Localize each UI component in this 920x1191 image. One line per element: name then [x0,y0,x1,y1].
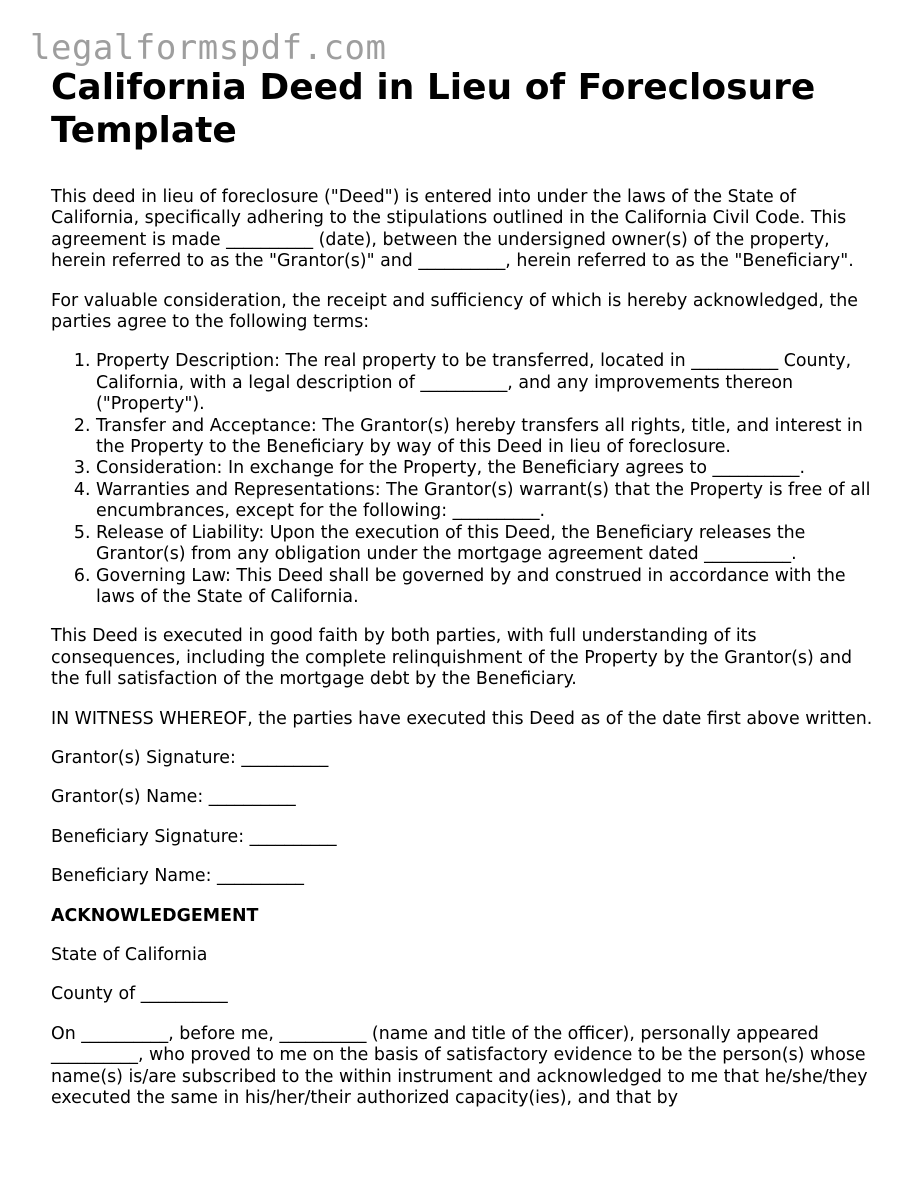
intro-paragraph: This deed in lieu of foreclosure ("Deed") is entered into under the laws of the State of California, specifically adhering to the stipulations outlined in the California Civil Code. This agreement is made __________ (date), between the undersigned owner(s) of the property, herein referred to as the "Grantor(s)" and __________, herein referred to as the "Beneficiary". [51,187,854,272]
good-faith-paragraph: This Deed is executed in good faith by both parties, with full understanding of its consequences, including the complete relinquishment of the Property by the Grantor(s) and the full satisfaction of the mortgage debt by the Beneficiary. [51,626,853,690]
beneficiary-signature-line: Beneficiary Signature: __________ [51,826,337,847]
term-item-warranties: 4. Warranties and Representations: The Grantor(s) warrant(s) that the Property is free of all encumbrances, except for the following: __________. [96,480,873,523]
grantor-signature-line: Grantor(s) Signature: __________ [51,747,329,768]
acknowledgement-body: On __________, before me, __________ (name and title of the officer), personally appeared __________, who proved to me on the basis of satisfactory evidence to be the person(s) whose name(s) is/are subscribed to the within instrument and acknowledged to me that he/she/they executed the same in his/her/their authorized capacity(ies), and that by [51,1023,868,1108]
acknowledgement-heading: ACKNOWLEDGEMENT [51,905,259,926]
term-item-consideration: 3. Consideration: In exchange for the Property, the Beneficiary agrees to __________. [96,458,873,479]
consideration-paragraph: For valuable consideration, the receipt and sufficiency of which is hereby acknowledged, the parties agree to the following terms: [51,290,858,333]
watermark: legalformspdf.com [30,28,387,68]
document-title: California Deed in Lieu of Foreclosure Template [51,67,816,151]
term-item-property-description: 1. Property Description: The real property to be transferred, located in __________ County, California, with a legal description of __________, and any improvements thereon ("Property"). [96,351,873,415]
term-item-transfer-acceptance: 2. Transfer and Acceptance: The Grantor(s) hereby transfers all rights, title, and interest in the Property to the Beneficiary by way of this Deed in lieu of foreclosure. [96,416,873,459]
terms-list [51,351,873,608]
witness-paragraph: IN WITNESS WHEREOF, the parties have executed this Deed as of the date first above written. [51,708,873,729]
term-item-governing-law: 6. Governing Law: This Deed shall be governed by and construed in accordance with the laws of the State of California. [96,566,873,609]
acknowledgement-county: County of __________ [51,984,228,1005]
term-item-release-liability: 5. Release of Liability: Upon the execution of this Deed, the Beneficiary releases the Grantor(s) from any obligation under the mortgage agreement dated __________. [96,523,873,566]
beneficiary-name-line: Beneficiary Name: __________ [51,866,304,887]
grantor-name-line: Grantor(s) Name: __________ [51,787,296,808]
acknowledgement-state: State of California [51,944,208,965]
document-body [51,66,873,1127]
